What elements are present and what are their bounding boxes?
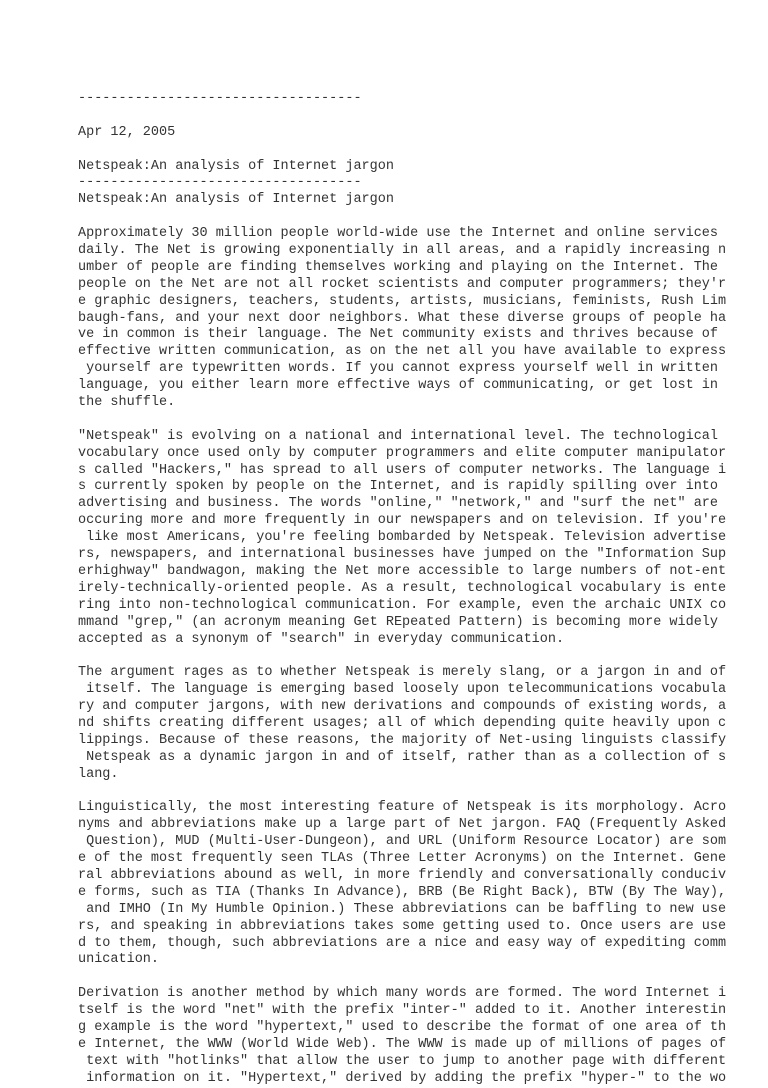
paragraph-line: rs, and speaking in abbreviations takes some getting used to. Once users are use	[78, 918, 727, 934]
paragraph-line: erhighway" bandwagon, making the Net more accessible to large numbers of not-ent	[78, 563, 727, 579]
paragraph-line: ring into non-technological communication. For example, even the archaic UNIX co	[78, 597, 727, 613]
paragraph-line: e graphic designers, teachers, students, artists, musicians, feminists, Rush Lim	[78, 293, 727, 309]
paragraph-line: mmand "grep," (an acronym meaning Get REpeated Pattern) is becoming more widely	[78, 614, 719, 630]
paragraph-line: lang.	[78, 766, 119, 782]
paragraph-line: nd shifts creating different usages; all of which depending quite heavily upon c	[78, 715, 727, 731]
paragraph-line: nyms and abbreviations make up a large part of Net jargon. FAQ (Frequently Asked	[78, 817, 727, 833]
paragraph-line: occuring more and more frequently in our newspapers and on television. If you're	[78, 513, 727, 529]
paragraph-line: Linguistically, the most interesting feature of Netspeak is its morphology. Acro	[78, 800, 727, 816]
paragraph-line: umber of people are finding themselves working and playing on the Internet. The	[78, 259, 719, 275]
paragraph	[78, 226, 758, 412]
paragraph-line: irely-technically-oriented people. As a result, technological vocabulary is ente	[78, 580, 727, 596]
paragraph-line: tself is the word "net" with the prefix "inter-" added to it. Another interestin	[78, 1003, 727, 1019]
document-subtitle: Netspeak:An analysis of Internet jargon	[78, 192, 394, 208]
paragraph-line: ve in common is their language. The Net community exists and thrives because of	[78, 327, 719, 343]
document-page	[78, 91, 758, 1088]
paragraph-line: e Internet, the WWW (World Wide Web). The WWW is made up of millions of pages of	[78, 1036, 727, 1052]
paragraph-line: e forms, such as TIA (Thanks In Advance), BRB (Be Right Back), BTW (By The Way),	[78, 884, 727, 900]
spacer	[78, 784, 758, 801]
paragraph-line: people on the Net are not all rocket scientists and computer programmers; they'r	[78, 276, 727, 292]
paragraph-line: daily. The Net is growing exponentially in all areas, and a rapidly increasing n	[78, 243, 727, 259]
title-divider: -----------------------------------	[78, 175, 362, 191]
paragraph-line: s called "Hackers," has spread to all users of computer networks. The language i	[78, 462, 727, 478]
paragraph	[78, 986, 758, 1087]
paragraph-line: the shuffle.	[78, 395, 176, 411]
paragraph-line: like most Americans, you're feeling bombarded by Netspeak. Television advertise	[78, 530, 727, 546]
paragraph-line: baugh-fans, and your next door neighbors. What these diverse groups of people ha	[78, 310, 727, 326]
document-title: Netspeak:An analysis of Internet jargon	[78, 158, 394, 174]
paragraph-line: advertising and business. The words "online," "network," and "surf the net" are	[78, 496, 719, 512]
paragraph-line: ry and computer jargons, with new derivations and compounds of existing words, a	[78, 699, 727, 715]
paragraph-line: unication.	[78, 952, 160, 968]
paragraph-line: ral abbreviations abound as well, in more friendly and conversationally conduciv	[78, 867, 727, 883]
paragraph-line: e of the most frequently seen TLAs (Three Letter Acronyms) on the Internet. Gene	[78, 851, 727, 867]
paragraph-line: Netspeak as a dynamic jargon in and of itself, rather than as a collection of s	[78, 749, 727, 765]
paragraph-line: d to them, though, such abbreviations are a nice and easy way of expediting comm	[78, 935, 727, 951]
document-body	[78, 226, 758, 1087]
paragraph-line: and IMHO (In My Humble Opinion.) These abbreviations can be baffling to new use	[78, 901, 727, 917]
paragraph-line: rs, newspapers, and international businesses have jumped on the "Information Sup	[78, 547, 727, 563]
paragraph-line: g example is the word "hypertext," used to describe the format of one area of th	[78, 1019, 727, 1035]
paragraph-line: language, you either learn more effective ways of communicating, or get lost in	[78, 378, 719, 394]
paragraph	[78, 429, 758, 649]
paragraph-line: accepted as a synonym of "search" in everyday communication.	[78, 631, 565, 647]
paragraph-line: Derivation is another method by which many words are formed. The word Internet i	[78, 986, 727, 1002]
paragraph	[78, 665, 758, 783]
paragraph-line: text with "hotlinks" that allow the user to jump to another page with different	[78, 1053, 727, 1069]
top-divider: -----------------------------------	[78, 91, 362, 106]
paragraph-line: Question), MUD (Multi-User-Dungeon), and URL (Uniform Resource Locator) are som	[78, 834, 727, 850]
spacer	[78, 209, 758, 226]
spacer	[78, 648, 758, 665]
paragraph-line: The argument rages as to whether Netspeak is merely slang, or a jargon in and of	[78, 665, 727, 681]
spacer	[78, 108, 758, 125]
paragraph-line: effective written communication, as on the net all you have available to express	[78, 344, 727, 360]
paragraph-line: Approximately 30 million people world-wide use the Internet and online services	[78, 226, 719, 242]
paragraph-line: vocabulary once used only by computer programmers and elite computer manipulator	[78, 445, 727, 461]
spacer	[78, 969, 758, 986]
paragraph-line: "Netspeak" is evolving on a national and international level. The technological	[78, 428, 719, 444]
paragraph-line: itself. The language is emerging based loosely upon telecommunications vocabula	[78, 682, 727, 698]
paragraph	[78, 800, 758, 969]
paragraph-line: information on it. "Hypertext," derived by adding the prefix "hyper-" to the wo	[78, 1070, 727, 1086]
document-date: Apr 12, 2005	[78, 124, 176, 140]
spacer	[78, 412, 758, 429]
spacer	[78, 142, 758, 159]
paragraph-line: yourself are typewritten words. If you cannot express yourself well in written	[78, 361, 719, 377]
paragraph-line: lippings. Because of these reasons, the majority of Net-using linguists classify	[78, 732, 727, 748]
paragraph-line: s currently spoken by people on the Internet, and is rapidly spilling over into	[78, 479, 719, 495]
